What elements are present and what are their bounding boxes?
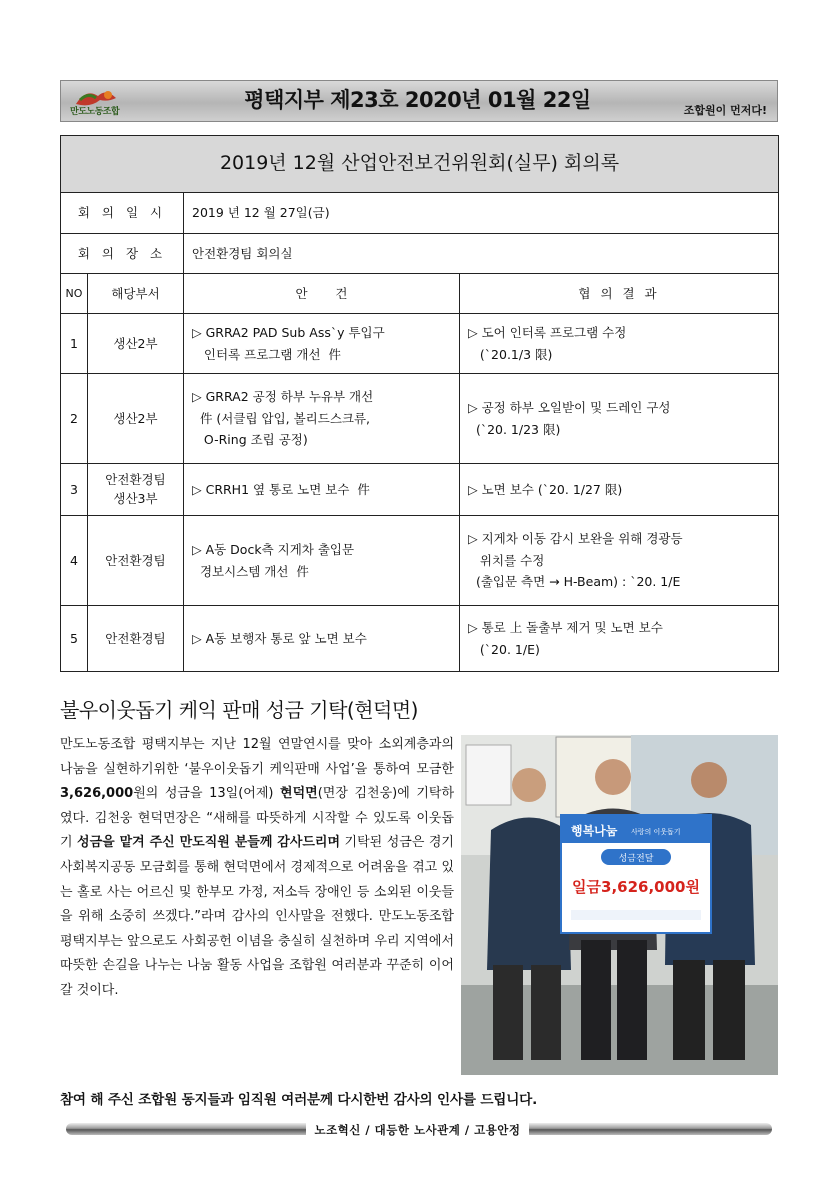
result-line: ▷ 지게차 이동 감시 보완을 위해 경광등 xyxy=(468,530,683,546)
column-header-row xyxy=(61,274,779,314)
row-result xyxy=(460,606,779,672)
result-line: ▷ 공정 하부 오일받이 및 드레인 구성 xyxy=(468,399,671,415)
result-line: ▷ 노면 보수 (`20. 1/27 限) xyxy=(468,481,623,497)
result-line: (`20. 1/23 限) xyxy=(468,421,561,437)
col-dept: 해당부서 xyxy=(88,274,184,314)
dept-line: 안전환경팀 xyxy=(105,630,166,646)
agenda-line: ▷ GRRA2 공정 하부 누유부 개선 xyxy=(192,388,374,404)
donation-amount: 3,626,000 xyxy=(60,786,134,802)
row-result xyxy=(460,464,779,516)
row-result xyxy=(460,516,779,606)
date-label: 회 의 일 시 xyxy=(61,193,184,234)
table-row xyxy=(61,374,779,464)
dept-line: 생산2부 xyxy=(113,335,158,351)
board-subtitle: 사랑의 이웃돕기 xyxy=(631,828,681,836)
agenda-line: 件 (서클립 압입, 볼리드스크류, xyxy=(192,410,371,426)
col-no: NO xyxy=(61,274,88,314)
agenda-line: ▷ A동 Dock측 지게차 출입문 xyxy=(192,541,355,557)
table-row xyxy=(61,464,779,516)
row-result xyxy=(460,314,779,374)
footer-slogan xyxy=(0,1119,835,1138)
agenda-line: ▷ GRRA2 PAD Sub Ass`y 투입구 xyxy=(192,324,385,340)
place-value: 안전환경팀 회의실 xyxy=(184,234,779,274)
minutes-table xyxy=(60,135,779,672)
dept-line: 안전환경팀 xyxy=(105,471,166,487)
result-line: (출입문 측면 → H-Beam) : `20. 1/E xyxy=(468,574,681,590)
donation-photo xyxy=(461,735,778,1075)
recipient-place: 현덕면 xyxy=(280,786,318,802)
row-agenda xyxy=(184,606,460,672)
result-line: 위치를 수정 xyxy=(468,552,545,568)
minutes-title: 2019년 12월 산업안전보건위원회(실무) 회의록 xyxy=(61,136,779,193)
dept-line: 생산3부 xyxy=(113,490,158,506)
logo-text: 만도노동조합 xyxy=(70,107,120,117)
row-dept xyxy=(88,606,184,672)
date-value: 2019 년 12 월 27일(금) xyxy=(184,193,779,234)
row-agenda xyxy=(184,516,460,606)
board-amount: 일금3,626,000원 xyxy=(572,878,700,896)
result-line: ▷ 통로 上 돌출부 제거 및 노면 보수 xyxy=(468,619,663,635)
table-row xyxy=(61,314,779,374)
row-dept xyxy=(88,464,184,516)
board-line: 성금전달 xyxy=(618,854,654,864)
place-row xyxy=(61,234,779,274)
article-text: 기탁된 성금은 경기 사회복지공동 모금회를 통해 현덕면에서 경제적으로 어려움을 겪고 있는 홀로 사는 어르신 및 한부모 가정, 저소득 장애인 등 소외된 이웃들을 위해 소중히 쓰겠다.”라며 감사의 인사말을 전했다. 만도노동조합 평택지부는 앞으로도 사회공헌 이념을 충실히 실천하며 우리 지역에서 따뜻한 손길을 나누는 나눔 활동 사업을 조합원 여러분과 꾸준히 이어 갈 것이다. xyxy=(60,835,454,998)
row-no: 5 xyxy=(61,606,88,672)
issue-title: 평택지부 제23호 2020년 01월 22일 xyxy=(244,88,591,112)
agenda-line: ▷ CRRH1 옆 통로 노면 보수 件 xyxy=(192,481,370,497)
table-row xyxy=(61,516,779,606)
article-title: 불우이웃돕기 케익 판매 성금 기탁(현덕면) xyxy=(60,698,418,722)
row-dept xyxy=(88,516,184,606)
row-dept xyxy=(88,374,184,464)
article-body xyxy=(60,733,454,1004)
header-slogan: 조합원이 먼저다! xyxy=(683,104,767,117)
row-no: 4 xyxy=(61,516,88,606)
place-label: 회 의 장 소 xyxy=(61,234,184,274)
row-dept xyxy=(88,314,184,374)
agenda-line: 경보시스템 개선 件 xyxy=(192,563,309,579)
table-row xyxy=(61,606,779,672)
footer-slogan-text: 노조혁신 / 대등한 노사관계 / 고용안정 xyxy=(306,1123,528,1137)
result-line: (`20.1/3 限) xyxy=(468,346,553,362)
thanks-highlight: 성금을 맡겨 주신 만도직원 분들께 감사드리며 xyxy=(77,835,341,851)
row-no: 2 xyxy=(61,374,88,464)
col-agenda: 안 건 xyxy=(184,274,460,314)
minutes-title-row xyxy=(61,136,779,193)
row-no: 1 xyxy=(61,314,88,374)
row-result xyxy=(460,374,779,464)
col-result: 협 의 결 과 xyxy=(460,274,779,314)
dept-line: 안전환경팀 xyxy=(105,552,166,568)
agenda-line: ▷ A동 보행자 통로 앞 노면 보수 xyxy=(192,630,367,646)
row-agenda xyxy=(184,464,460,516)
result-line: ▷ 도어 인터록 프로그램 수정 xyxy=(468,324,627,340)
closing-message: 참여 해 주신 조합원 동지들과 임직원 여러분께 다시한번 감사의 인사를 드립니다. xyxy=(60,1092,538,1108)
row-no: 3 xyxy=(61,464,88,516)
article-text: (면장 김천웅)에 기탁하였다. 김천웅 현덕면장은 “새해를 따뜻하게 시작할 수 있도록 이웃돕기 xyxy=(60,786,454,851)
result-line: (`20. 1/E) xyxy=(468,641,540,657)
donation-board xyxy=(561,815,711,933)
row-agenda xyxy=(184,374,460,464)
dept-line: 생산2부 xyxy=(113,410,158,426)
article-text: 원의 성금을 13일(어제) xyxy=(133,786,281,802)
board-title: 행복나눔 xyxy=(571,824,618,838)
agenda-line: 인터록 프로그램 개선 件 xyxy=(192,346,341,362)
article-text: 만도노동조합 평택지부는 지난 12월 연말연시를 맞아 소외계층과의 나눔을 실현하기위한 ‘불우이웃돕기 케익판매 사업’을 통하여 모금한 xyxy=(60,737,454,777)
agenda-line: O-Ring 조립 공정) xyxy=(192,432,308,448)
row-agenda xyxy=(184,314,460,374)
date-row xyxy=(61,193,779,234)
